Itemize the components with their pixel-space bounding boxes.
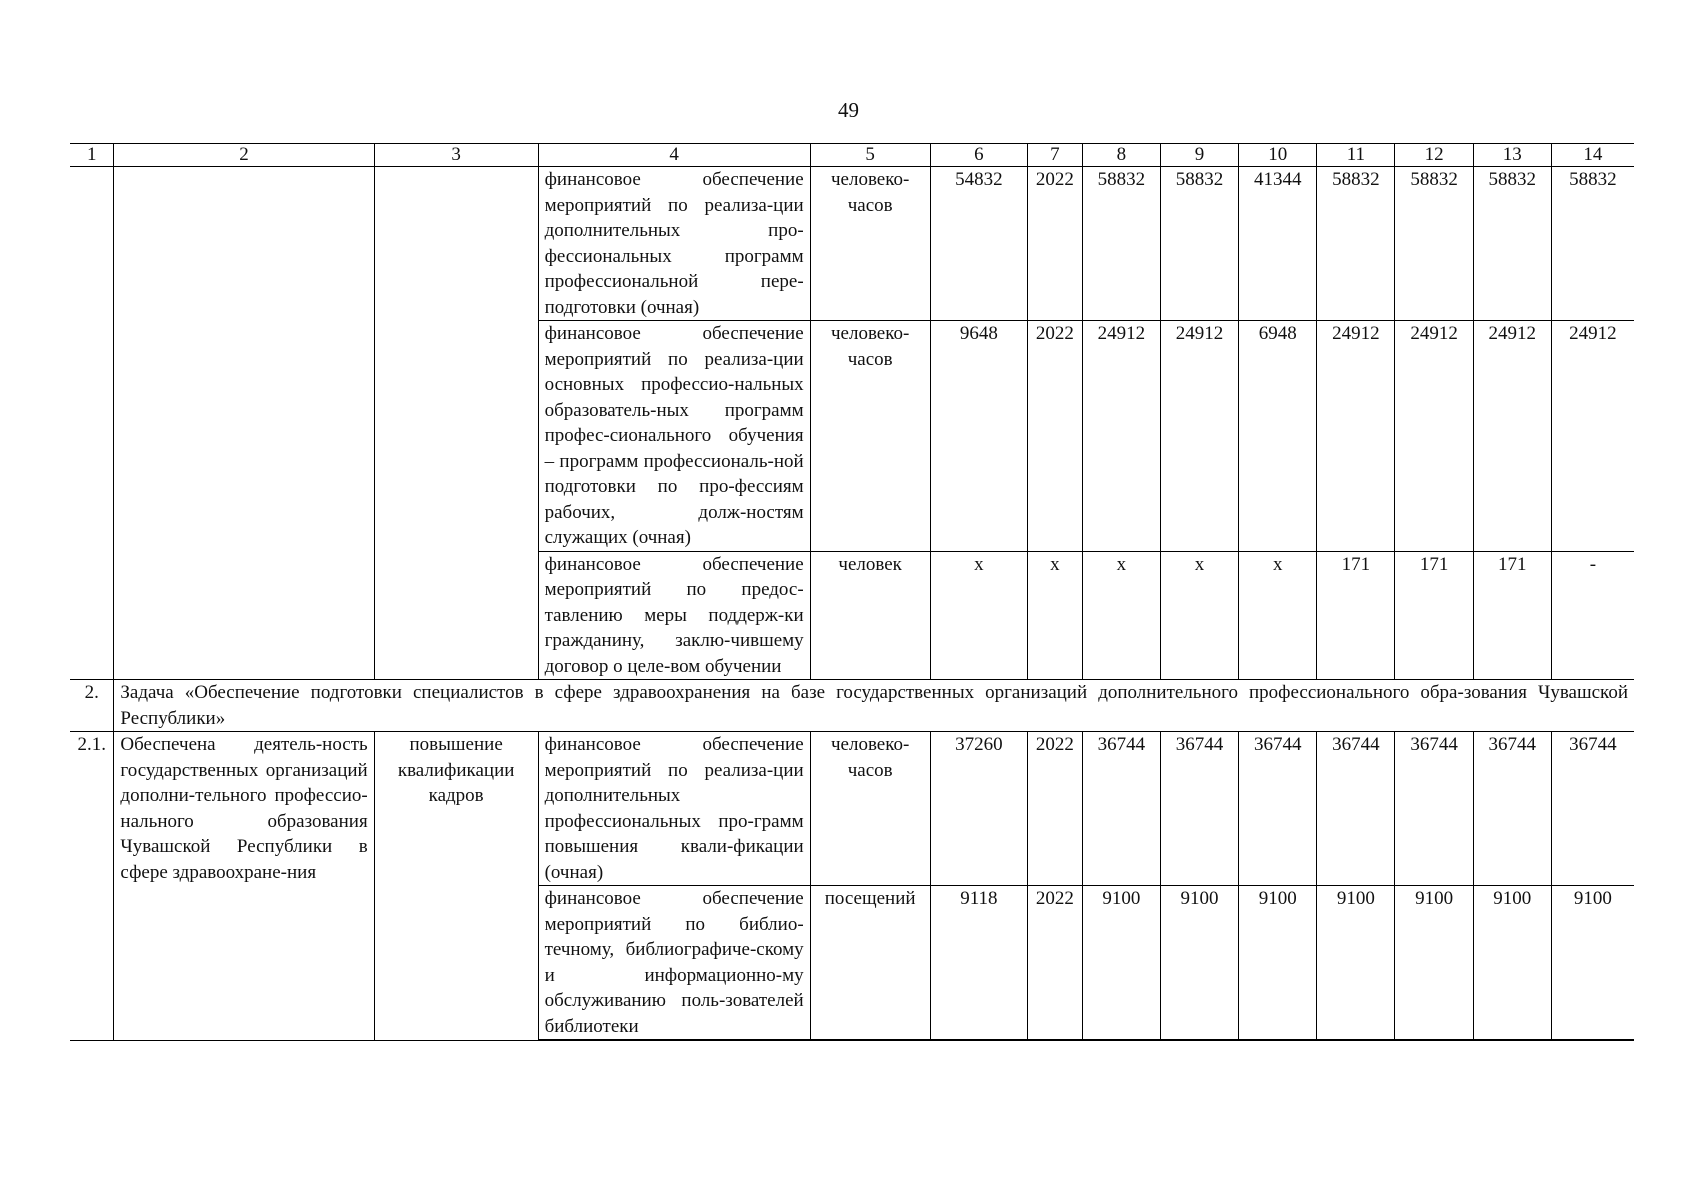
value-cell: 24912 [1160,321,1238,552]
indicator-cell: финансовое обеспечение мероприятий по предос-тавлению меры поддерж-ки гражданину, заклю-чившему договор о целе-вом обучении [538,551,810,680]
column-header: 7 [1028,144,1083,167]
column-header: 13 [1473,144,1551,167]
indicator-cell: финансовое обеспечение мероприятий по реализа-ции основных профессио-нальных образователь-ных программ профес-сионального обучения – программ профессиональ-ной подготовки по про-фессиям рабочих, долж-ностям служащих (очная) [538,321,810,552]
value-cell: 24912 [1551,321,1634,552]
value-cell: 37260 [930,732,1027,886]
value-cell: 9648 [930,321,1027,552]
column-header: 2 [114,144,374,167]
column-header: 3 [374,144,538,167]
column-header: 5 [810,144,930,167]
value-cell: 9100 [1317,886,1395,1041]
value-cell: 9100 [1160,886,1238,1041]
column-header: 8 [1082,144,1160,167]
value-cell: x [930,551,1027,680]
column-header: 12 [1395,144,1473,167]
indicator-cell: финансовое обеспечение мероприятий по реализа-ции дополнительных про-фессиональных программ профессиональной пере-подготовки (очная) [538,167,810,321]
value-cell: 9118 [930,886,1027,1041]
value-cell: 171 [1317,551,1395,680]
value-cell: 36744 [1239,732,1317,886]
event-cell: повышение квалификации кадров [374,732,538,1041]
column-number-row [70,144,1634,167]
unit-cell: посещений [810,886,930,1041]
value-cell: 24912 [1473,321,1551,552]
indicator-cell: финансовое обеспечение мероприятий по библио-течному, библиографиче-скому и информационно-му обслуживанию поль-зователей библиотеки [538,886,810,1041]
column-header: 1 [70,144,114,167]
value-cell: 171 [1473,551,1551,680]
task-number: 2. [70,680,114,732]
value-cell: 2022 [1028,732,1083,886]
value-cell: 2022 [1028,321,1083,552]
value-cell: 2022 [1028,886,1083,1041]
column-header: 4 [538,144,810,167]
value-cell: x [1082,551,1160,680]
table-row [70,732,1634,886]
value-cell: 9100 [1473,886,1551,1041]
task-row [70,680,1634,732]
value-cell: 58832 [1082,167,1160,321]
unit-cell: человек [810,551,930,680]
value-cell: x [1160,551,1238,680]
result-cell: Обеспечена деятель-ность государственных организаций дополни-тельного профессио-нального образования Чувашской Республики в сфере здравоохране-ния [114,732,374,1041]
value-cell: 9100 [1395,886,1473,1041]
value-cell: x [1239,551,1317,680]
program-indicators-table [70,143,1634,1041]
value-cell: 58832 [1160,167,1238,321]
value-cell: 2022 [1028,167,1083,321]
value-cell: 36744 [1317,732,1395,886]
value-cell: 58832 [1317,167,1395,321]
value-cell: 36744 [1160,732,1238,886]
page-number: 49 [838,98,859,122]
unit-cell: человеко-часов [810,732,930,886]
row-number-cell [70,167,114,680]
value-cell: 58832 [1395,167,1473,321]
value-cell: x [1028,551,1083,680]
value-cell: 9100 [1551,886,1634,1041]
column-header: 9 [1160,144,1238,167]
value-cell: 9100 [1082,886,1160,1041]
row-number-cell: 2.1. [70,732,114,1041]
value-cell: - [1551,551,1634,680]
value-cell: 36744 [1551,732,1634,886]
unit-cell: человеко-часов [810,321,930,552]
value-cell: 9100 [1239,886,1317,1041]
indicator-cell: финансовое обеспечение мероприятий по реализа-ции дополнительных профессиональных про-грамм повышения квали-фикации (очная) [538,732,810,886]
column-header: 10 [1239,144,1317,167]
value-cell: 24912 [1395,321,1473,552]
value-cell: 36744 [1082,732,1160,886]
value-cell: 24912 [1082,321,1160,552]
value-cell: 58832 [1473,167,1551,321]
value-cell: 24912 [1317,321,1395,552]
event-cell [374,167,538,680]
value-cell: 36744 [1395,732,1473,886]
result-cell [114,167,374,680]
value-cell: 171 [1395,551,1473,680]
value-cell: 54832 [930,167,1027,321]
column-header: 6 [930,144,1027,167]
value-cell: 6948 [1239,321,1317,552]
task-text: Задача «Обеспечение подготовки специалистов в сфере здравоохранения на базе государственных организаций дополнительного профессионального обра-зования Чувашской Республики» [114,680,1634,732]
value-cell: 36744 [1473,732,1551,886]
unit-cell: человеко-часов [810,167,930,321]
table-row [70,167,1634,321]
value-cell: 41344 [1239,167,1317,321]
value-cell: 58832 [1551,167,1634,321]
column-header: 11 [1317,144,1395,167]
column-header: 14 [1551,144,1634,167]
